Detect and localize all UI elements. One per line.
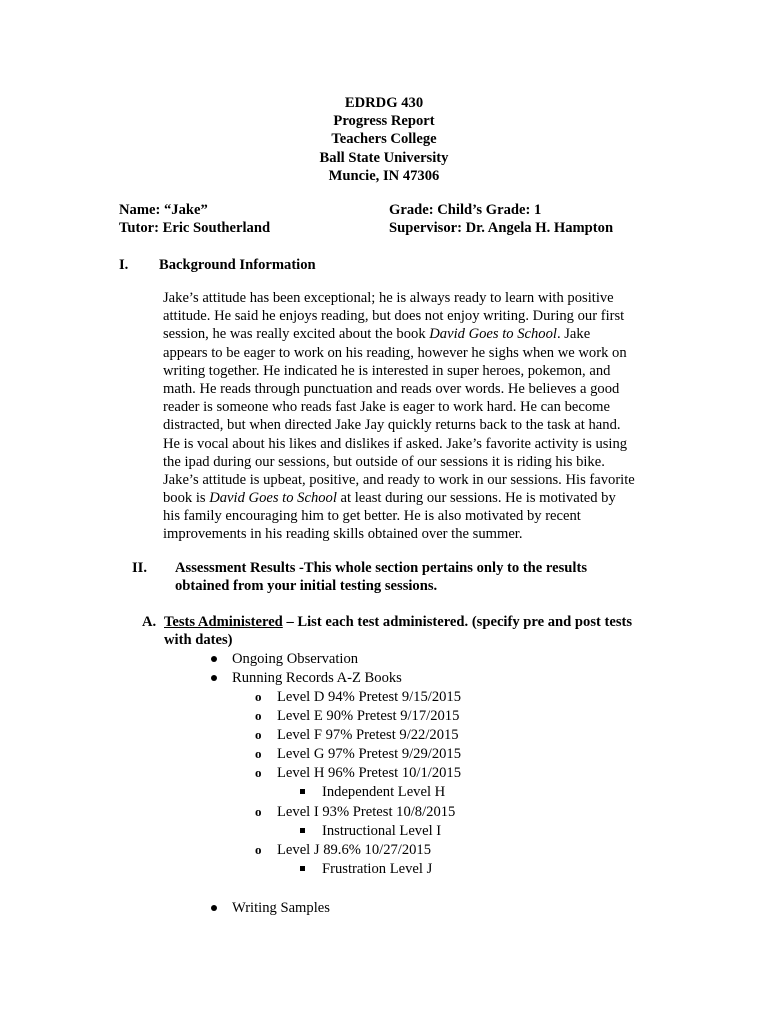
report-title: Progress Report bbox=[333, 113, 435, 130]
course-code: EDRDG 430 bbox=[344, 95, 424, 111]
list-item-label: Level I 93% Pretest 10/8/2015 bbox=[277, 804, 456, 820]
o-bullet-icon: o bbox=[255, 804, 262, 819]
document-header bbox=[0, 94, 768, 185]
paragraph-line: Jake’s attitude has been exceptional; he is always ready to learn with positive bbox=[163, 290, 614, 306]
list-item-label: Level F 97% Pretest 9/22/2015 bbox=[277, 727, 459, 743]
list-item-label: Level E 90% Pretest 9/17/2015 bbox=[277, 708, 460, 724]
list-item bbox=[300, 783, 305, 801]
list-item-label: Level J 89.6% 10/27/2015 bbox=[277, 842, 432, 858]
paragraph-line: distracted, but when directed Jake Jay quickly returns back to the task at hand. bbox=[163, 417, 621, 434]
supervisor-name: Supervisor: Dr. Angela H. Hampton bbox=[389, 220, 614, 236]
section-2-title: Assessment Results -This whole section pertains only to the results bbox=[175, 560, 588, 576]
college-name: Teachers College bbox=[331, 131, 437, 148]
paragraph-line: math. He reads through punctuation and reads over words. He believes a good bbox=[163, 380, 620, 397]
subsection-a-title-continued: with dates) bbox=[164, 632, 233, 648]
book-title: David Goes to School bbox=[209, 490, 337, 507]
subsection-a-title: Tests Administered – List each test administered. (specify pre and post tests bbox=[164, 614, 633, 630]
list-item-label: Ongoing Observation bbox=[232, 651, 359, 667]
list-item-label: Writing Samples bbox=[232, 900, 330, 916]
background-paragraph bbox=[163, 289, 683, 544]
tutor-name: Tutor: Eric Southerland bbox=[119, 220, 271, 236]
o-bullet-icon: o bbox=[255, 842, 262, 857]
paragraph-line: appears to be eager to work on his reading, however he sighs when we work on bbox=[163, 344, 627, 361]
list-item-label: Independent Level H bbox=[322, 784, 446, 800]
list-item-label: Level H 96% Pretest 10/1/2015 bbox=[277, 765, 462, 781]
bullet-icon bbox=[211, 675, 217, 681]
paragraph-line: improvements in his reading skills obtained over the summer. bbox=[163, 526, 523, 543]
list-item-label: Instructional Level I bbox=[322, 823, 442, 839]
o-bullet-icon: o bbox=[255, 765, 262, 780]
section-2-title-continued: obtained from your initial testing sessions. bbox=[175, 578, 438, 594]
list-item bbox=[300, 860, 305, 878]
university-name: Ball State University bbox=[319, 149, 449, 166]
paragraph-line: his family encouraging him to get better. He is also motivated by recent bbox=[163, 508, 581, 525]
bullet-icon bbox=[211, 905, 217, 911]
city-state: Muncie, IN 47306 bbox=[328, 167, 440, 184]
list-item-label: Running Records A-Z Books bbox=[232, 670, 402, 686]
section-1-title: Background Information bbox=[159, 257, 316, 273]
list-item bbox=[211, 899, 217, 917]
paragraph-line: the ipad during our sessions, but outside of our sessions it is riding his bike. bbox=[163, 453, 605, 470]
paragraph-line: attitude. He said he enjoys reading, but does not enjoy writing. During our first bbox=[163, 308, 625, 325]
list-item-label: Level D 94% Pretest 9/15/2015 bbox=[277, 689, 462, 705]
square-bullet-icon bbox=[300, 789, 305, 794]
paragraph-line: Jake’s attitude is upbeat, positive, and ready to work in our sessions. His favorite bbox=[163, 471, 635, 488]
section-2-numeral: II. bbox=[132, 560, 148, 576]
list-item bbox=[300, 822, 305, 840]
student-grade: Grade: Child’s Grade: 1 bbox=[389, 202, 542, 218]
section-1-numeral: I. bbox=[119, 257, 129, 273]
list-item bbox=[211, 650, 217, 668]
student-name: Name: “Jake” bbox=[119, 202, 208, 218]
square-bullet-icon bbox=[300, 828, 305, 833]
paragraph-line: He is vocal about his likes and dislikes if asked. Jake’s favorite activity is using bbox=[163, 435, 628, 452]
o-bullet-icon: o bbox=[255, 708, 262, 723]
o-bullet-icon: o bbox=[255, 689, 262, 704]
paragraph-line: book is David Goes to School at least during our sessions. He is motivated by bbox=[163, 490, 616, 507]
square-bullet-icon bbox=[300, 866, 305, 871]
list-item-label: Level G 97% Pretest 9/29/2015 bbox=[277, 746, 462, 762]
paragraph-line: session, he was really excited about the book David Goes to School. Jake bbox=[163, 326, 591, 343]
book-title: David Goes to School bbox=[429, 326, 557, 343]
paragraph-line: reader is someone who reads fast Jake is eager to work hard. He can become bbox=[163, 399, 610, 416]
o-bullet-icon: o bbox=[255, 746, 262, 761]
list-item-label: Frustration Level J bbox=[322, 861, 433, 877]
o-bullet-icon: o bbox=[255, 727, 262, 742]
paragraph-line: writing together. He indicated he is interested in super heroes, pokemon, and bbox=[163, 362, 611, 379]
list-item bbox=[211, 669, 217, 687]
subsection-a-letter: A. bbox=[142, 614, 157, 630]
bullet-icon bbox=[211, 656, 217, 662]
